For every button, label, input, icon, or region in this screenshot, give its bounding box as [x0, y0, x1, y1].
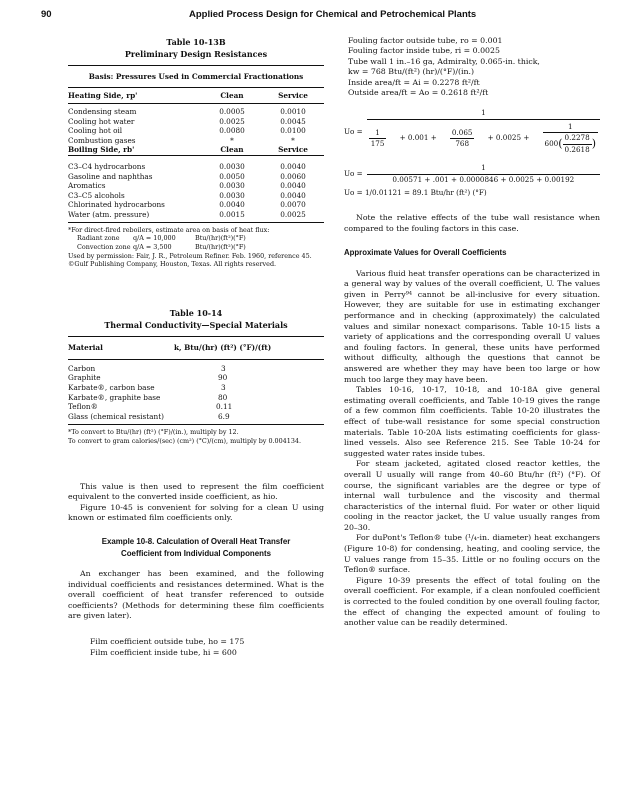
table-cell: Karbate®, graphite base — [68, 392, 161, 402]
table-cell: 0.0080 — [219, 126, 245, 136]
clean-header: Clean — [220, 90, 244, 100]
table-cell: 0.0005 — [219, 107, 245, 117]
paragraph: Figure 10-39 presents the effect of total fouling on the overall coefficient. For example, if a clean nonfouled coefficient is corrected to the fouled condition by one overall fouling factor, the effect of changing the expected amount of fouling to another value can be readily determined. — [344, 575, 600, 628]
table-cell: Graphite — [68, 373, 101, 383]
footnote-copyright: ©Gulf Publishing Company, Houston, Texas. All rights reserved. — [68, 260, 277, 269]
equation-2 — [344, 163, 600, 185]
table-cell: 0.0050 — [219, 171, 245, 181]
footnote-convection — [68, 243, 324, 252]
table-cell: * — [291, 135, 295, 145]
equation-3: Uo = 1/0.01121 = 89.1 Btu/hr (ft²) (°F) — [344, 188, 487, 198]
table-cell: 0.11 — [216, 402, 233, 412]
equation-lhs: Uo = — [344, 126, 363, 136]
heating-side-header: Heating Side, rp' — [68, 90, 138, 100]
table-14 — [68, 337, 324, 421]
footnote-cell: Btu/(hr)(ft²)(°F) — [195, 234, 246, 243]
table-cell: 0.0040 — [219, 200, 245, 210]
given-line: Outside area/ft = Ao = 0.2618 ft²/ft — [348, 88, 489, 98]
table-row — [68, 107, 324, 117]
given-line: Fouling factor outside tube, ro = 0.001 — [348, 36, 503, 45]
table-row — [68, 412, 324, 422]
footnote-cell: Btu/(hr)(ft²)(°F) — [195, 243, 246, 252]
fraction-denominator: 0.2618 — [564, 144, 590, 154]
table-row — [68, 117, 324, 127]
paragraph: For steam jacketed, agitated closed reactor kettles, the overall U usually will range from 40–60 Btu/hr (ft²) (°F). Of course, the significant variables are the degree or type of internal wall turbulence and the viscosity and thermal characteristics of the internal fluid. For water or other liquid cooling in the reactor jacket, the U value usually ranges from 20–30. — [344, 459, 600, 532]
table-13b — [68, 88, 324, 220]
table-cell: Combustion gases — [68, 135, 136, 145]
footnote-radiant — [68, 234, 324, 243]
equation-1: Uo = 1 $\frac{1}{175}$ + 0.001 + $\frac{0.065}{768}$ + 0.0025 + 1 600 ( $\frac{0.2278}{0.2618}$ ) — [344, 108, 600, 155]
fraction-numerator: 1 — [543, 122, 598, 134]
table-cell: Teflon® — [68, 402, 98, 412]
paragraph: Note the relative effects of the tube wall resistance when compared to the fouling factors in this case. — [344, 212, 600, 233]
table-header-row — [68, 337, 324, 359]
table-cell: 0.0040 — [280, 190, 306, 200]
table-cell: 0.0030 — [219, 162, 245, 172]
paragraph: Various fluid heat transfer operations can be characterized in a general way by values of the overall coefficient, U. The values given in Perry⁹⁴ cannot be all-inclusive for every situation. However, they are suitable for use in estimating exchanger performance and in checking (approximately) the calculated values and similar nonexact comparisons. Table 10-15 lists a variety of applications and the corresponding overall U values and fouling factors. In general, these units have performed without difficulty, although the questions that cannot be answered are whether they may have been too large or how much too large they may have been. — [344, 268, 600, 384]
footnote: *To convert to Btu/(hr) (ft²) (°F)/(in.), multiply by 12. — [68, 428, 239, 437]
table-cell: Aromatics — [68, 181, 106, 191]
table-row — [68, 373, 324, 383]
fraction-denominator: 175 — [370, 139, 385, 149]
footnote-cell: Convection zone — [77, 243, 131, 252]
table-row — [68, 162, 324, 172]
table-cell: 90 — [218, 373, 228, 383]
table-cell: 3 — [221, 382, 226, 392]
boiling-side-header: Boiling Side, rb' — [68, 145, 135, 155]
table-cell: 0.0045 — [280, 116, 306, 126]
table-cell: 6.9 — [218, 411, 230, 421]
table-cell: 80 — [218, 392, 228, 402]
material-header: Material — [68, 343, 103, 353]
footnote-cell: Radiant zone — [77, 234, 120, 243]
page-header — [41, 9, 589, 23]
table-13b-caption-title: Preliminary Design Resistances — [124, 49, 268, 59]
right-column — [344, 36, 600, 629]
k-header: k, Btu/(hr) (ft²) (°F)/(ft) — [174, 343, 272, 353]
equation-lhs: Uo = — [344, 169, 363, 179]
table-row — [68, 126, 324, 136]
footnote-source: Used by permission: Fair, J. R., Petroleum Refiner. Feb. 1960, reference 45. — [68, 251, 312, 260]
paragraph: For duPont's Teflon® tube (¹/₄-in. diameter) heat exchangers (Figure 10-8) for condensing, heating, and cooling service, the U values range from 15–35. Little or no fouling occurs on the Teflon® surface. — [344, 533, 600, 575]
table-cell: 3 — [221, 363, 226, 373]
paragraph: This value is then used to represent the film coefficient equivalent to the converted inside coefficient, as hio. — [68, 481, 324, 502]
equation-numerator: 1 — [367, 163, 600, 175]
table-row — [68, 191, 324, 201]
table-cell: 0.0040 — [280, 162, 306, 172]
table-cell: Condensing steam — [68, 107, 137, 117]
given-line: Inside area/ft = Ai = 0.2278 ft²/ft — [348, 77, 480, 87]
table-row — [68, 136, 324, 146]
paragraph: Tables 10-16, 10-17, 10-18, and 10-18A give general estimating overall coefficients, and Table 10-19 gives the range of a few common film coefficients. Table 10-20 illustrates the effect of tube-wall resistance for some special construction materials. Table 10-20A lists estimating coefficients for glass-lined vessels. Also see Reference 215. See Table 10-24 for suggested water rates inside tubes. — [344, 385, 600, 458]
given-line: Fouling factor inside tube, ri = 0.0025 — [348, 46, 500, 56]
table-cell: 0.0030 — [219, 181, 245, 191]
table-cell: 0.0030 — [219, 190, 245, 200]
running-title: Applied Process Design for Chemical and Petrochemical Plants — [189, 9, 477, 20]
table-13b-caption-number: Table 10-13B — [166, 37, 226, 47]
section-heading: Approximate Values for Overall Coefficients — [344, 248, 507, 258]
table-cell: Chlorinated hydrocarbons — [68, 200, 165, 210]
boiling-side-header-row — [68, 145, 324, 155]
fraction-numerator: 0.2278 — [563, 133, 592, 145]
table-13b-basis: Basis: Pressures Used in Commercial Fractionations — [88, 72, 304, 81]
table-14-footnotes — [68, 428, 324, 445]
given-line: Tube wall 1 in.–16 ga, Admiralty, 0.065-in. thick, — [348, 56, 540, 66]
fraction-denominator: 768 — [455, 139, 470, 149]
equation-term: + 0.001 + — [399, 133, 437, 143]
table-cell: C3–C4 hydrocarbons — [68, 162, 146, 172]
service-header: Service — [278, 90, 308, 100]
table-cell: Glass (chemical resistant) — [68, 411, 165, 421]
footnote: To convert to gram calories/(sec) (cm²) (°C)/(cm), multiply by 0.004134. — [68, 437, 301, 445]
paragraph: Figure 10-45 is convenient for solving for a clean U using known or estimated film coefficients only. — [68, 502, 324, 523]
given-value: Film coefficient inside tube, hi = 600 — [90, 648, 237, 658]
table-row — [68, 200, 324, 210]
table-cell: Karbate®, carbon base — [68, 382, 155, 392]
table-row — [68, 393, 324, 403]
table-cell: 0.0040 — [280, 181, 306, 191]
left-column — [68, 36, 324, 658]
example-title: Example 10-8. Calculation of Overall Heat Transfer — [101, 537, 291, 547]
table-cell: 0.0010 — [280, 107, 306, 117]
table-row — [68, 210, 324, 220]
table-cell: Carbon — [68, 363, 96, 373]
table-13b-footnotes — [68, 226, 324, 270]
footnote: *For direct-fired reboilers, estimate area on basis of heat flux: — [68, 225, 270, 234]
table-cell: Water (atm. pressure) — [68, 210, 150, 220]
table-row — [68, 172, 324, 182]
given-value: Film coefficient outside tube, ho = 175 — [90, 637, 245, 647]
fraction-denominator: 600 — [544, 139, 559, 149]
table-cell: Cooling hot water — [68, 116, 135, 126]
table-header-row — [68, 88, 324, 104]
table-cell: 0.0070 — [280, 200, 306, 210]
table-14-caption-number: Table 10-14 — [169, 308, 223, 319]
table-cell: * — [230, 135, 234, 145]
equation-term: + 0.0025 + — [487, 133, 530, 143]
table-row — [68, 383, 324, 393]
table-row — [68, 364, 324, 374]
table-cell: Cooling hot oil — [68, 126, 123, 136]
fraction-numerator: 1 — [369, 128, 387, 140]
table-14-caption-title: Thermal Conductivity—Special Materials — [104, 320, 288, 331]
page-number: 90 — [41, 9, 52, 20]
paragraph: An exchanger has been examined, and the following individual coefficients and resistances determined. What is the overall coefficient of heat transfer referenced to outside coefficients? (Methods for determining these film coefficients are given later). — [68, 569, 324, 621]
table-cell: Gasoline and naphthas — [68, 171, 153, 181]
given-line: kw = 768 Btu/(ft²) (hr)/(°F)/(in.) — [348, 67, 475, 77]
example-subtitle: Coefficient from Individual Components — [121, 548, 271, 558]
table-row — [68, 402, 324, 412]
table-cell: 0.0015 — [219, 210, 245, 220]
table-cell: 0.0100 — [280, 126, 306, 136]
table-cell: C3–C5 alcohols — [68, 190, 125, 200]
table-cell: 0.0025 — [219, 116, 245, 126]
footnote-cell: q/A = 3,500 — [133, 243, 172, 252]
equation-numerator: 1 — [367, 108, 600, 120]
fraction-numerator: 0.065 — [450, 128, 475, 140]
footnote-cell: q/A = 10,000 — [133, 234, 176, 243]
service-header: Service — [278, 145, 308, 155]
table-row — [68, 181, 324, 191]
table-cell: 0.0025 — [280, 210, 306, 220]
table-cell: 0.0060 — [280, 171, 306, 181]
equation-denominator: 0.00571 + .001 + 0.0000846 + 0.0025 + 0.00192 — [392, 174, 575, 184]
clean-header: Clean — [220, 145, 244, 155]
